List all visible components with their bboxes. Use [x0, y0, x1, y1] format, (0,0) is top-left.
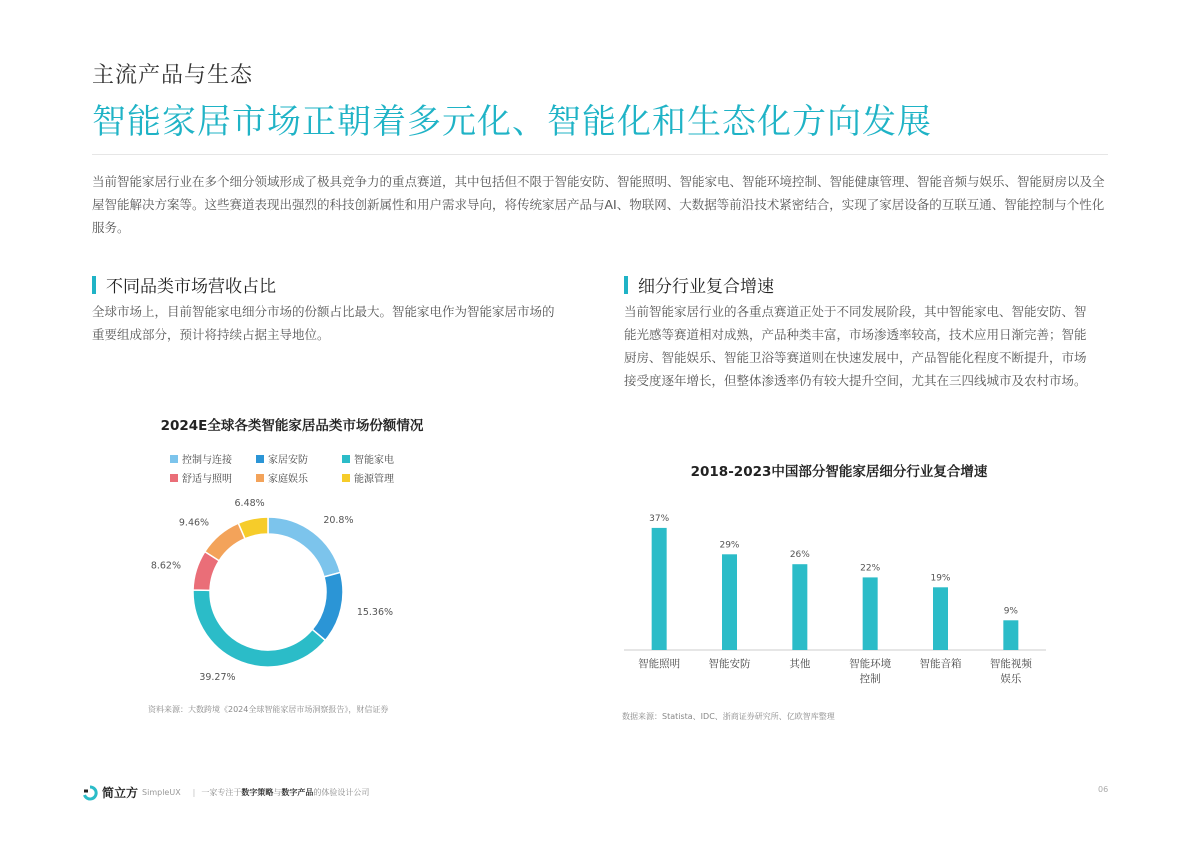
pie-data-label: 20.8% — [323, 514, 354, 526]
legend-item — [256, 470, 328, 485]
pie-data-label: 9.46% — [178, 517, 210, 529]
brand-english-name: SimpleUX — [142, 788, 181, 797]
pie-data-label: 15.36% — [356, 606, 394, 618]
legend-label: 控制与连接 — [182, 455, 232, 466]
bar-value-label: 26% — [789, 550, 810, 561]
legend-swatch — [170, 474, 178, 482]
pie-slice — [193, 590, 325, 667]
legend-label: 家居安防 — [268, 455, 308, 466]
bar-category-label: 智能环境控制 — [849, 658, 892, 685]
intro-paragraph: 当前智能家居行业在多个细分领域形成了极具竞争力的重点赛道，其中包括但不限于智能安防、智能照明、智能家电、智能环境控制、智能健康管理、智能音频与娱乐、智能厨房以及全屋智能解决方案等。这些赛道表现出强烈的科技创新属性和用户需求导向，将传统家居产品与AI、物联网、大数据等前沿技术紧密结合，实现了家居设备的互联互通、智能控制与个性化服务。 — [92, 174, 1105, 235]
left-section-title — [92, 272, 276, 297]
right-section-title-text: 细分行业复合增速 — [638, 277, 774, 297]
bar — [652, 528, 667, 650]
legend-swatch — [342, 455, 350, 463]
bar — [722, 554, 737, 650]
right-source-note: 数据来源：Statista、IDC、浙商证券研究所、亿欧智库整理 — [622, 712, 835, 721]
legend-item — [342, 470, 414, 485]
right-section-title — [624, 272, 774, 297]
legend-label: 舒适与照明 — [182, 474, 232, 485]
right-section-body: 当前智能家居行业的各重点赛道正处于不同发展阶段，其中智能家电、智能安防、智能光感等赛道相对成熟，产品种类丰富，市场渗透率较高，技术应用日渐完善；智能厨房、智能娱乐、智能卫浴等赛道则在快速发展中，产品智能化程度不断提升，市场接受度逐年增长，但整体渗透率仍有较大提升空间，尤其在三四线城市及农村市场。 — [624, 304, 1087, 388]
bar-category-label: 智能照明 — [638, 658, 681, 670]
footer-separator: | — [192, 788, 196, 797]
bar-chart-title: 2018-2023中国部分智能家居细分行业复合增速 — [690, 464, 988, 480]
left-section-body: 全球市场上，目前智能家电细分市场的份额占比最大。智能家电作为智能家居市场的重要组成部分，预计将持续占据主导地位。 — [92, 304, 555, 342]
divider — [92, 154, 1108, 155]
bar-category-label: 其他 — [789, 658, 811, 670]
footer-tagline-post: 的体验设计公司 — [313, 788, 370, 797]
footer-tagline-mid: 与 — [273, 788, 282, 797]
pie-data-label: 39.27% — [199, 672, 236, 684]
bar — [933, 587, 948, 650]
legend-swatch — [170, 455, 178, 463]
legend-swatch — [256, 474, 264, 482]
brand-logo-icon — [82, 785, 98, 801]
legend-swatch — [256, 455, 264, 463]
bar-chart — [610, 505, 1070, 695]
left-source-note: 资料来源：大数跨境《2024全球智能家居市场洞察报告》，财信证券 — [148, 705, 389, 714]
bar-value-label: 22% — [860, 563, 881, 574]
bar — [792, 564, 807, 650]
legend-label: 智能家电 — [354, 455, 394, 466]
title-accent-bar — [92, 276, 96, 294]
bar-category-label: 智能视频娱乐 — [989, 658, 1032, 685]
bar-category-label: 智能安防 — [708, 658, 751, 670]
pie-data-label: 6.48% — [234, 497, 265, 509]
donut-chart — [140, 492, 440, 692]
legend-label: 家庭娱乐 — [268, 474, 308, 485]
bar-value-label: 29% — [719, 540, 740, 551]
pie-data-label: 8.62% — [150, 560, 182, 572]
pie-slice — [268, 517, 340, 577]
legend-item — [170, 470, 242, 485]
bar-value-label: 9% — [1003, 606, 1018, 617]
bar — [1003, 620, 1018, 650]
title-accent-bar — [624, 276, 628, 294]
bar-value-label: 19% — [930, 573, 951, 584]
pie-legend — [170, 451, 460, 489]
brand-logo-text: 简立方 — [102, 786, 139, 800]
pie-slice — [312, 572, 343, 640]
legend-label: 能源管理 — [354, 474, 394, 485]
section-eyebrow: 主流产品与生态 — [92, 63, 254, 88]
pie-chart-title: 2024E全球各类智能家居品类市场份额情况 — [160, 418, 424, 434]
pie-slice — [205, 523, 245, 561]
legend-item — [342, 451, 414, 466]
footer-tagline-product: 数字产品 — [281, 788, 314, 797]
page-number: 06 — [1098, 785, 1109, 794]
bar-category-label: 智能音箱 — [919, 658, 962, 670]
footer-tagline-pre: 一家专注于 — [201, 788, 242, 797]
footer-tagline-strategy: 数字策略 — [241, 788, 274, 797]
left-section-title-text: 不同品类市场营收占比 — [106, 277, 276, 297]
page-headline: 智能家居市场正朝着多元化、智能化和生态化方向发展 — [92, 102, 932, 142]
footer — [82, 784, 369, 801]
legend-item — [170, 451, 242, 466]
bar — [863, 577, 878, 650]
bar-value-label: 37% — [649, 513, 670, 524]
legend-swatch — [342, 474, 350, 482]
legend-item — [256, 451, 328, 466]
